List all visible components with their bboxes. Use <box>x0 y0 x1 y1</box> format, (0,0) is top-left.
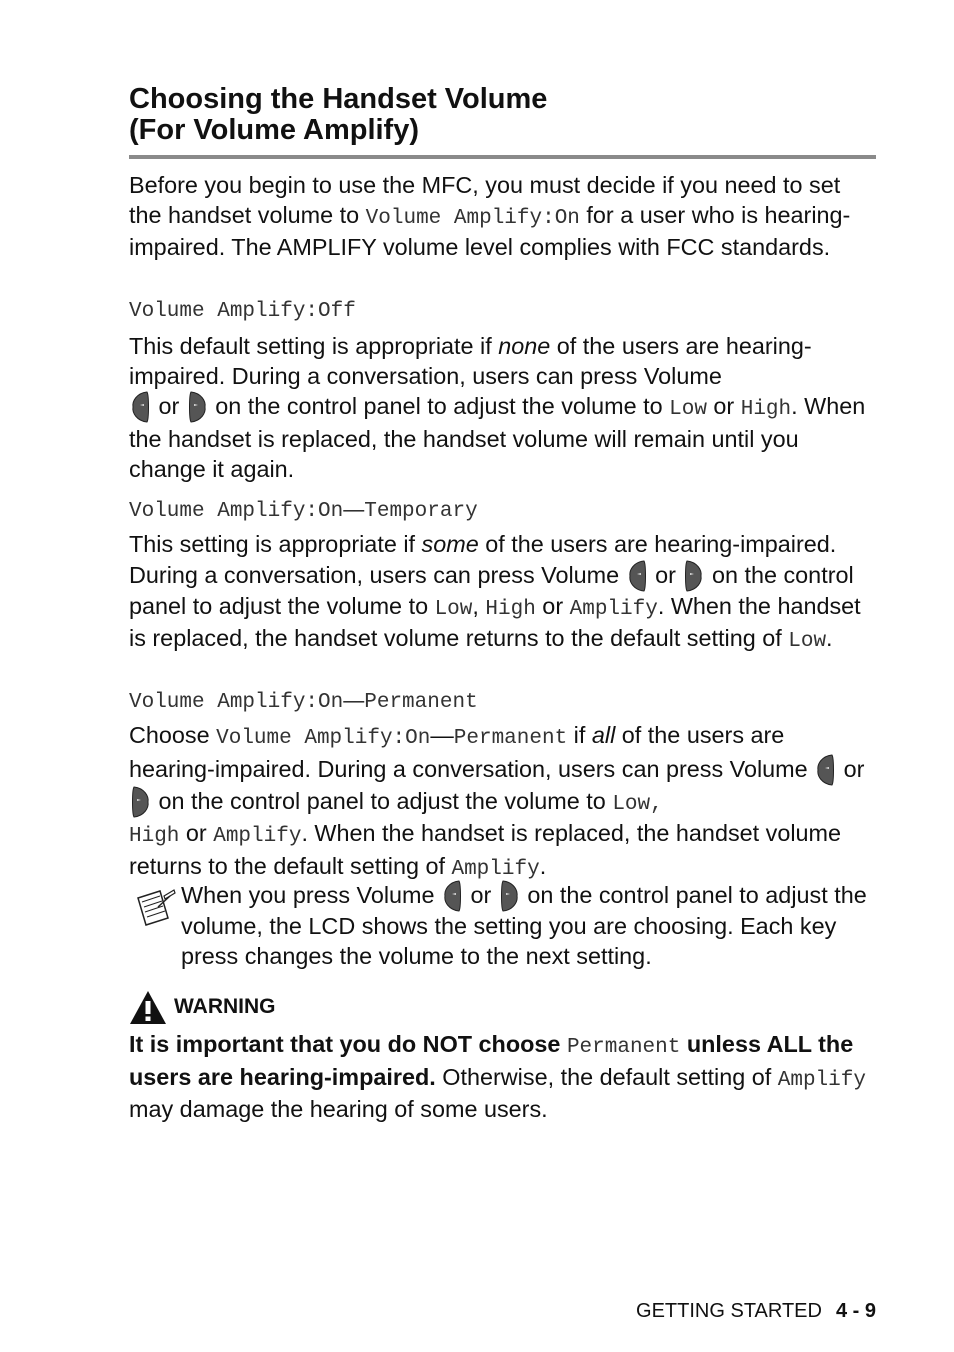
volume-down-key-icon <box>443 880 462 912</box>
section-heading-permanent: Volume Amplify:On—Permanent <box>129 689 478 714</box>
section-heading-off: Volume Amplify:Off <box>129 300 356 323</box>
section-heading-temporary: Volume Amplify:On—Temporary <box>129 498 478 523</box>
volume-down-key-icon <box>816 754 835 786</box>
title-rule <box>129 155 876 159</box>
section-temporary-paragraph: This setting is appropriate if some of the users are hearing-impaired. During a conversation, users can press Volume or on the control panel to adjust the volume to Low, High or Amplify. When the handset is replaced, the handset volume returns to the default setting of Low. <box>129 531 861 654</box>
volume-up-key-icon <box>188 391 207 423</box>
intro-paragraph: Before you begin to use the MFC, you must decide if you need to set the handset volume to Volume Amplify:On for a user who is hearing-impaired. The AMPLIFY volume level complies with FCC standards. <box>129 172 851 261</box>
title-line-1: Choosing the Handset Volume <box>129 83 548 115</box>
section-off-paragraph: This default setting is appropriate if none of the users are hearing-impaired. During a conversation, users can press Volume or on the control panel to adjust the volume to Low or High. When the handset is replaced, the handset volume will remain until you change it again. <box>129 333 866 482</box>
volume-down-key-icon <box>628 560 647 592</box>
page-title <box>129 84 876 146</box>
note-pad-icon <box>134 888 176 928</box>
note-text: When you press Volume or on the control panel to adjust the volume, the LCD shows the setting you are choosing. Each key press changes the volume to the next setting. <box>181 882 867 969</box>
section-permanent-paragraph: Choose Volume Amplify:On—Permanent if all of the users are hearing-impaired. During a conversation, users can press Volume or on the control panel to adjust the volume to Low, High or Amplify. When the handset is replaced, the handset volume returns to the default setting of Amplify. <box>129 722 865 882</box>
title-line-2: (For Volume Amplify) <box>129 114 419 146</box>
page-number: 4 - 9 <box>835 1300 876 1322</box>
page-footer <box>636 1300 876 1323</box>
warning-label: WARNING <box>174 995 276 1018</box>
volume-up-key-icon <box>131 786 150 818</box>
setting-volume-amplify-on: Volume Amplify:On <box>365 206 580 230</box>
footer-section: GETTING STARTED <box>636 1300 822 1322</box>
volume-up-key-icon <box>500 880 519 912</box>
warning-paragraph: It is important that you do NOT choose Permanent unless ALL the users are hearing-impaired. Otherwise, the default setting of Amplify may damage the hearing of some users. <box>129 1031 866 1123</box>
volume-down-key-icon <box>131 391 150 423</box>
warning-triangle-icon <box>129 990 167 1025</box>
volume-up-key-icon <box>684 560 703 592</box>
